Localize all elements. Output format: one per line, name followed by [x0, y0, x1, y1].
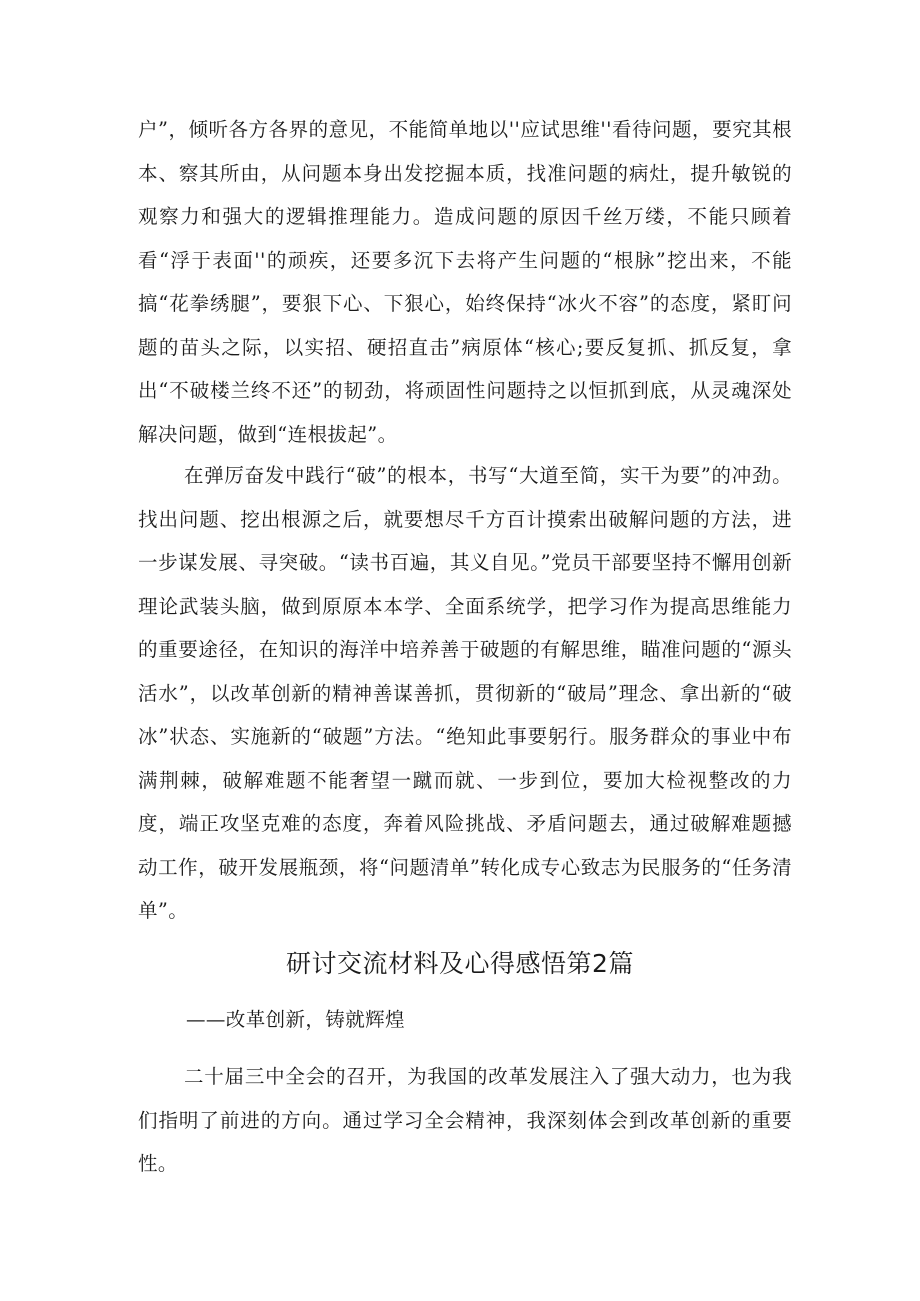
body-paragraph: 户”，倾听各方各界的意见，不能简单地以''应试思维''看待问题，要究其根本、察其所由，从问题本身出发挖掘本质，找准问题的病灶，提升敏锐的观察力和强大的逻辑推理能力。造成问题的原因千丝万缕，不能只顾着看“浮于表面''的顽疾，还要多沉下去将产生问题的“根脉”挖出来，不能搞“花拳绣腿”，要狠下心、下狠心，始终保持“冰火不容”的态度，紧盯问题的苗头之际，以实招、硬招直击”病原体“核心;要反复抓、抓反复，拿出“不破楼兰终不还”的韧劲，将顽固性问题持之以恒抓到底，从灵魂深处解决问题，做到“连根拔起”。 — [138, 118, 792, 446]
body-paragraph: 在弹厉奋发中践行“破”的根本，书写“大道至简，实干为要”的冲劲。找出问题、挖出根源之后，就要想尽千方百计摸索出破解问题的方法，进一步谋发展、寻突破。“读书百遍，其义自见。”党员干部要坚持不懈用创新理论武装头脑，做到原原本本学、全面系统学，把学习作为提高思维能力的重要途径，在知识的海洋中培养善于破题的有解思维，瞄准问题的“源头活水”，以改革创新的精神善谋善抓，贯彻新的“破局”理念、拿出新的“破冰”状态、实施新的“破题”方法。“绝知此事要躬行。服务群众的事业中布满荆棘，破解难题不能奢望一蹴而就、一步到位，要加大检视整改的力度，端正攻坚克难的态度，奔着风险挑战、矛盾问题去，通过破解难题撼动工作，破开发展瓶颈，将“问题清单”转化成专心致志为民服务的“任务清单”。 — [138, 464, 792, 922]
section-heading: 研讨交流材料及心得感悟第2篇 — [286, 949, 634, 978]
section-subtitle: ——改革创新，铸就辉煌 — [186, 1008, 405, 1031]
body-paragraph: 二十届三中全会的召开，为我国的改革发展注入了强大动力，也为我们指明了前进的方向。通过学习全会精神，我深刻体会到改革创新的重要性。 — [138, 1065, 792, 1175]
